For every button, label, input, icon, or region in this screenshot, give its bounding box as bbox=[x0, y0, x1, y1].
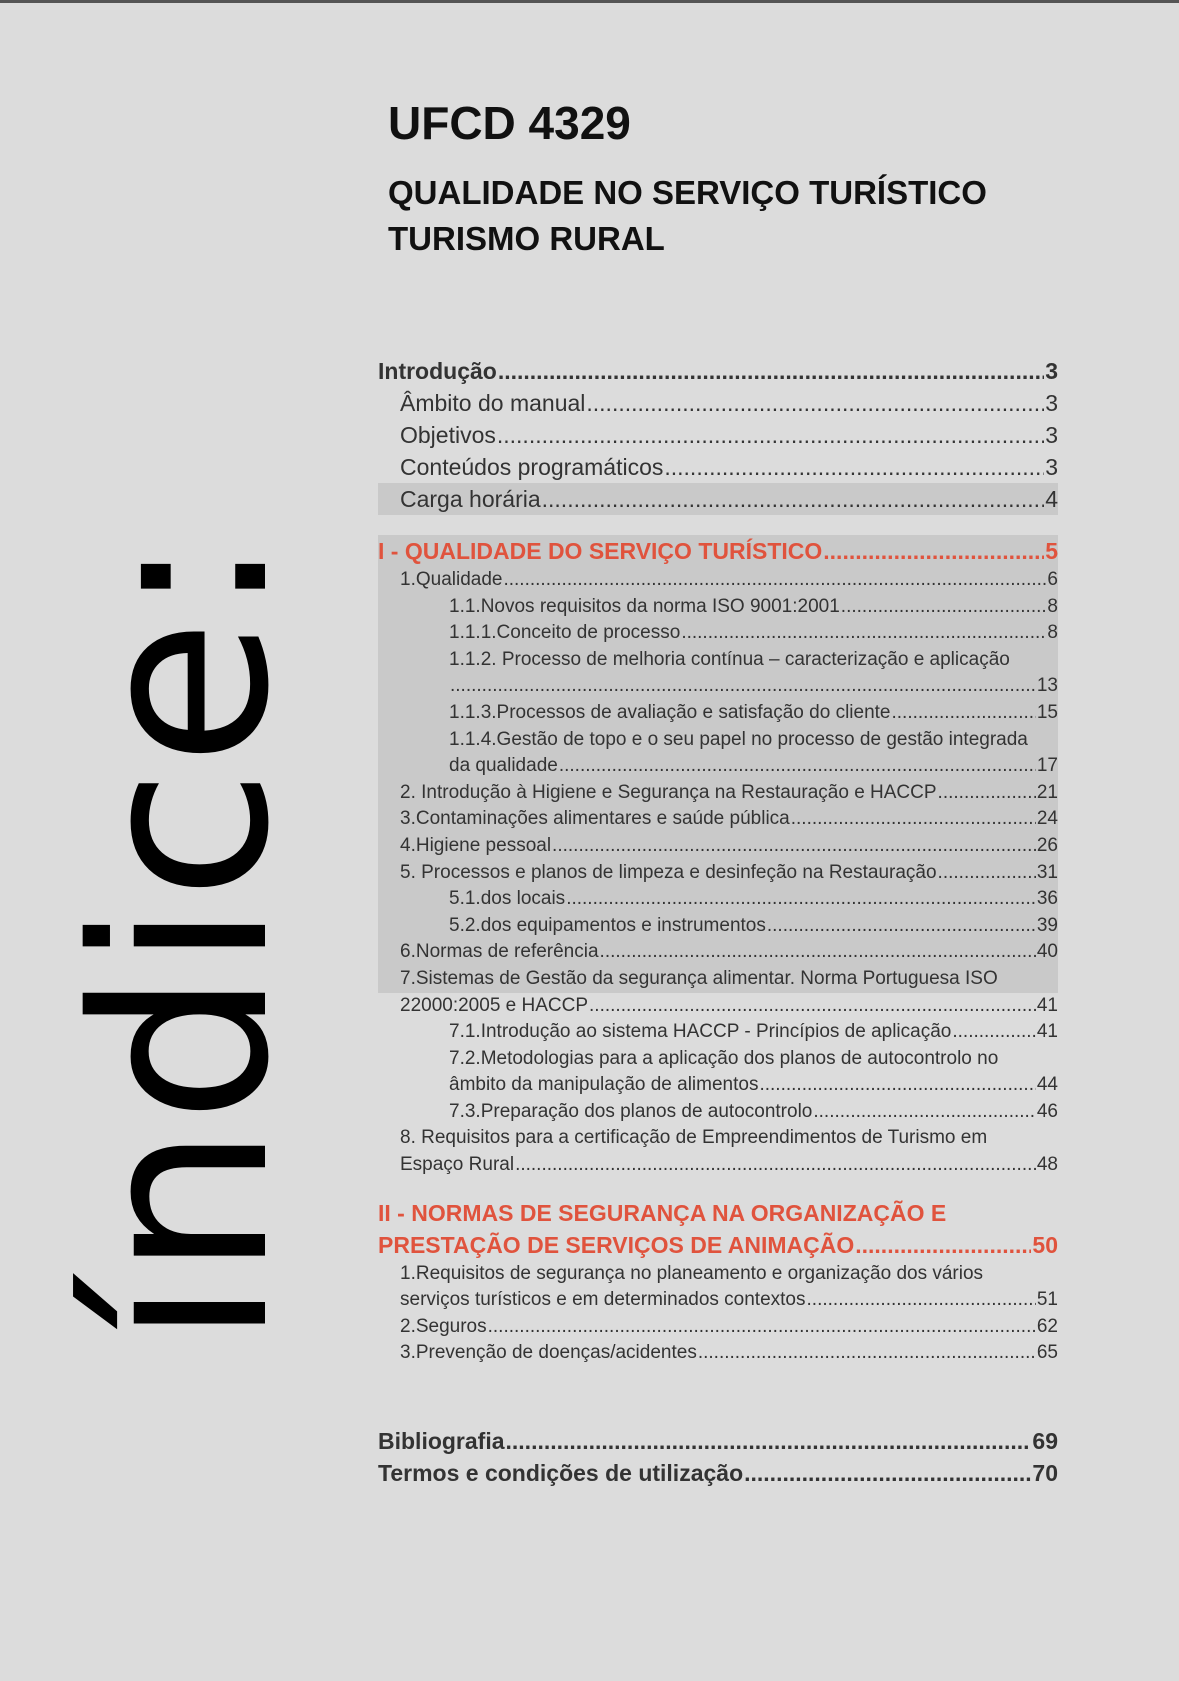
toc-entry[interactable] bbox=[378, 1287, 1058, 1314]
toc-leader bbox=[506, 1425, 1032, 1457]
toc-label: 1.1.Novos requisitos da norma ISO 9001:2001 bbox=[449, 595, 840, 617]
toc-leader bbox=[566, 886, 1036, 913]
table-of-contents bbox=[378, 355, 1058, 1489]
toc-page: 41 bbox=[1036, 994, 1058, 1016]
toc-page: 36 bbox=[1036, 888, 1058, 910]
toc-leader bbox=[664, 451, 1044, 483]
toc-leader bbox=[515, 1152, 1036, 1179]
toc-entry-termos[interactable] bbox=[378, 1457, 1058, 1489]
toc-page: 51 bbox=[1036, 1289, 1058, 1311]
toc-leader bbox=[841, 594, 1047, 621]
toc-leader bbox=[488, 1314, 1036, 1341]
toc-page: 48 bbox=[1036, 1154, 1058, 1176]
toc-label: Carga horária bbox=[400, 486, 541, 512]
toc-page: 44 bbox=[1036, 1074, 1058, 1096]
toc-page: 3 bbox=[1045, 422, 1058, 448]
toc-label: Introdução bbox=[378, 358, 497, 384]
toc-entry-line[interactable]: 1.1.2. Processo de melhoria contínua – caracterização e aplicação bbox=[378, 647, 1058, 674]
toc-label: 5.1.dos locais bbox=[449, 888, 566, 910]
toc-page: 21 bbox=[1036, 781, 1058, 803]
toc-page: 4 bbox=[1045, 486, 1058, 512]
toc-part-1-heading[interactable] bbox=[378, 535, 1058, 567]
toc-page: 3 bbox=[1045, 454, 1058, 480]
top-border bbox=[0, 0, 1179, 3]
course-code: UFCD 4329 bbox=[388, 97, 631, 149]
toc-leader bbox=[497, 419, 1044, 451]
toc-page: 62 bbox=[1036, 1315, 1058, 1337]
toc-leader bbox=[552, 833, 1036, 860]
toc-entry-line[interactable]: 1.1.4.Gestão de topo e o seu papel no processo de gestão integrada bbox=[378, 727, 1058, 754]
toc-entry[interactable] bbox=[378, 451, 1058, 483]
toc-label: PRESTAÇÃO DE SERVIÇOS DE ANIMAÇÃO bbox=[378, 1231, 855, 1258]
toc-leader bbox=[586, 387, 1044, 419]
toc-leader bbox=[498, 355, 1044, 387]
toc-label: da qualidade bbox=[449, 755, 558, 777]
toc-leader bbox=[600, 939, 1036, 966]
toc-page: 13 bbox=[1036, 675, 1058, 697]
toc-leader bbox=[952, 1019, 1036, 1046]
toc-label: Espaço Rural bbox=[400, 1154, 515, 1176]
toc-entry[interactable] bbox=[378, 1072, 1058, 1099]
toc-page: 15 bbox=[1036, 701, 1058, 723]
toc-page: 24 bbox=[1036, 808, 1058, 830]
toc-label: serviços turísticos e em determinados contextos bbox=[400, 1289, 806, 1311]
toc-leader bbox=[681, 620, 1046, 647]
toc-page: 26 bbox=[1036, 834, 1058, 856]
toc-entry[interactable] bbox=[378, 833, 1058, 860]
toc-page: 69 bbox=[1032, 1428, 1058, 1455]
toc-label: âmbito da manipulação de alimentos bbox=[449, 1074, 759, 1096]
toc-entry[interactable] bbox=[378, 700, 1058, 727]
toc-label: 5.2.dos equipamentos e instrumentos bbox=[449, 914, 766, 936]
toc-label: 5. Processos e planos de limpeza e desinfeção na Restauração bbox=[400, 861, 937, 883]
toc-label: 3.Prevenção de doenças/acidentes bbox=[400, 1342, 697, 1364]
toc-entry[interactable] bbox=[378, 1152, 1058, 1179]
toc-part-2-heading[interactable] bbox=[378, 1229, 1058, 1261]
toc-page: 39 bbox=[1036, 914, 1058, 936]
toc-entry[interactable] bbox=[378, 939, 1058, 966]
toc-page: 65 bbox=[1036, 1342, 1058, 1364]
toc-leader bbox=[807, 1287, 1036, 1314]
toc-leader bbox=[559, 753, 1036, 780]
toc-label: Conteúdos programáticos bbox=[400, 454, 664, 480]
toc-leader bbox=[823, 535, 1044, 567]
toc-page: 8 bbox=[1047, 595, 1058, 617]
toc-entry[interactable] bbox=[378, 1019, 1058, 1046]
toc-page: 70 bbox=[1032, 1460, 1058, 1487]
toc-page: 50 bbox=[1032, 1231, 1058, 1258]
toc-label: 6.Normas de referência bbox=[400, 941, 599, 963]
toc-label: 1.1.1.Conceito de processo bbox=[449, 622, 681, 644]
toc-label: 3.Contaminações alimentares e saúde pública bbox=[400, 808, 790, 830]
toc-leader bbox=[589, 993, 1036, 1020]
toc-entry-line[interactable]: 7.Sistemas de Gestão da segurança alimentar. Norma Portuguesa ISO bbox=[378, 966, 1058, 993]
toc-leader bbox=[813, 1099, 1035, 1126]
course-title-line1: QUALIDADE NO SERVIÇO TURÍSTICO bbox=[388, 174, 987, 211]
toc-label: 1.Qualidade bbox=[400, 569, 503, 590]
toc-entry[interactable] bbox=[378, 780, 1058, 807]
vertical-title: índice: bbox=[42, 533, 322, 1347]
toc-leader bbox=[892, 700, 1036, 727]
toc-entry[interactable] bbox=[378, 620, 1058, 647]
toc-entry[interactable] bbox=[378, 993, 1058, 1020]
toc-leader bbox=[503, 567, 1046, 594]
toc-entry[interactable] bbox=[378, 1314, 1058, 1341]
toc-entry[interactable] bbox=[378, 594, 1058, 621]
toc-leader bbox=[938, 780, 1036, 807]
toc-label: 4.Higiene pessoal bbox=[400, 834, 552, 856]
toc-leader bbox=[791, 806, 1036, 833]
toc-entry-bibliografia[interactable] bbox=[378, 1425, 1058, 1457]
toc-leader bbox=[744, 1457, 1031, 1489]
toc-page: 5 bbox=[1045, 538, 1058, 564]
toc-entry[interactable] bbox=[378, 673, 1058, 700]
toc-label: 7.3.Preparação dos planos de autocontrolo bbox=[449, 1100, 813, 1122]
toc-entry-line[interactable]: 1.Requisitos de segurança no planeamento e organização dos vários bbox=[400, 1262, 984, 1284]
toc-page: 3 bbox=[1045, 390, 1058, 416]
toc-entry[interactable] bbox=[378, 806, 1058, 833]
toc-label: Bibliografia bbox=[378, 1428, 505, 1455]
toc-page: 3 bbox=[1045, 358, 1058, 384]
toc-entry[interactable] bbox=[378, 1340, 1058, 1367]
toc-part-2-heading-line1[interactable]: II - NORMAS DE SEGURANÇA NA ORGANIZAÇÃO E bbox=[378, 1199, 947, 1226]
toc-leader bbox=[450, 673, 1036, 700]
toc-leader bbox=[938, 860, 1036, 887]
toc-entry-introducao[interactable] bbox=[378, 355, 1058, 387]
toc-page: 8 bbox=[1047, 622, 1058, 644]
toc-page: 40 bbox=[1036, 941, 1058, 963]
toc-page: 17 bbox=[1036, 755, 1058, 777]
toc-entry-line[interactable]: 8. Requisitos para a certificação de Empreendimentos de Turismo em bbox=[400, 1127, 988, 1149]
toc-entry[interactable] bbox=[378, 753, 1058, 780]
toc-entry[interactable] bbox=[378, 387, 1058, 419]
toc-label: 7.1.Introdução ao sistema HACCP - Princípios de aplicação bbox=[449, 1021, 952, 1043]
toc-label: 2. Introdução à Higiene e Segurança na Restauração e HACCP bbox=[400, 781, 937, 803]
toc-label: Termos e condições de utilização bbox=[378, 1460, 744, 1487]
toc-page: 31 bbox=[1036, 861, 1058, 883]
toc-label: 22000:2005 e HACCP bbox=[400, 994, 589, 1016]
toc-leader bbox=[759, 1072, 1035, 1099]
toc-entry[interactable] bbox=[378, 483, 1058, 515]
toc-leader bbox=[542, 483, 1045, 515]
toc-label: 2.Seguros bbox=[400, 1315, 487, 1337]
toc-leader bbox=[855, 1229, 1031, 1261]
toc-page: 46 bbox=[1036, 1100, 1058, 1122]
toc-leader bbox=[698, 1340, 1036, 1367]
toc-entry[interactable] bbox=[378, 1099, 1058, 1126]
toc-page: 6 bbox=[1047, 569, 1058, 590]
toc-entry[interactable] bbox=[378, 567, 1058, 594]
toc-entry[interactable] bbox=[378, 913, 1058, 940]
course-title-line2: TURISMO RURAL bbox=[388, 220, 665, 257]
toc-label: 1.1.3.Processos de avaliação e satisfação do cliente bbox=[449, 701, 891, 723]
toc-entry[interactable] bbox=[378, 886, 1058, 913]
toc-entry-line[interactable]: 7.2.Metodologias para a aplicação dos planos de autocontrolo no bbox=[449, 1047, 999, 1069]
toc-entry[interactable] bbox=[378, 860, 1058, 887]
toc-label: I - QUALIDADE DO SERVIÇO TURÍSTICO bbox=[378, 538, 823, 564]
toc-label: Âmbito do manual bbox=[400, 390, 586, 416]
toc-page: 41 bbox=[1036, 1021, 1058, 1043]
toc-entry[interactable] bbox=[378, 419, 1058, 451]
toc-leader bbox=[767, 913, 1036, 940]
toc-label: Objetivos bbox=[400, 422, 496, 448]
